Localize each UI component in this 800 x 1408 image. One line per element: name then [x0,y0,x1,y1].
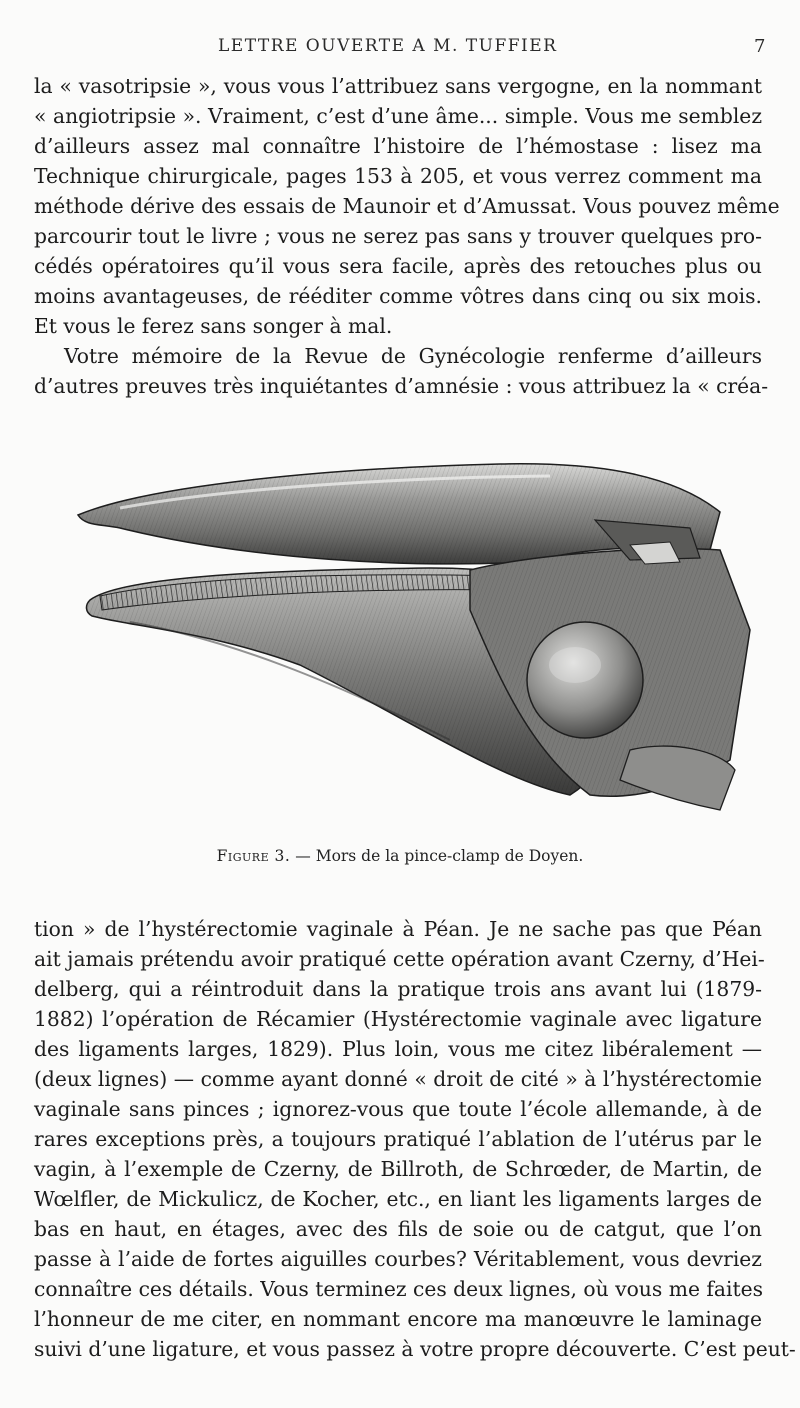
text-line: d’autres preuves très inquiétantes d’amnésie : vous attribuez la « créa- [34,374,769,398]
text-line: l’honneur de me citer, en nommant encore ma manœuvre le laminage [34,1307,762,1331]
text-line: connaître ces détails. Vous terminez ces deux lignes, où vous me faites [34,1277,764,1301]
figure-label: Figure 3. [216,847,291,865]
text-line: moins avantageuses, de rééditer comme vôtres dans cinq ou six mois. [34,284,762,308]
text-line: vaginale sans pinces ; ignorez-vous que toute l’école allemande, à de [34,1097,762,1121]
text-line: ait jamais prétendu avoir pratiqué cette opération avant Czerny, d’Hei- [34,947,765,971]
text-line: Votre mémoire de la Revue de Gynécologie renferme d’ailleurs [64,344,762,368]
figure-caption-text: — Mors de la pince-clamp de Doyen. [295,847,584,865]
text-line: méthode dérive des essais de Maunoir et d’Amussat. Vous pouvez même [34,194,780,218]
text-line: Et vous le ferez sans songer à mal. [34,314,393,338]
text-line: cédés opératoires qu’il vous sera facile, après des retouches plus ou [34,254,762,278]
text-line: passe à l’aide de fortes aiguilles courbes? Véritablement, vous devriez [34,1247,762,1271]
text-line: suivi d’une ligature, et vous passez à votre propre découverte. C’est peut- [34,1337,796,1361]
page-number: 7 [754,36,766,57]
text-line: tion » de l’hystérectomie vaginale à Péan. Je ne sache pas que Péan [34,917,762,941]
text-line: (deux lignes) — comme ayant donné « droit de cité » à l’hystérectomie [34,1067,762,1091]
text-line: des ligaments larges, 1829). Plus loin, vous me citez libéralement — [34,1037,762,1061]
text-line: vagin, à l’exemple de Czerny, de Billroth, de Schrœder, de Martin, de [34,1157,762,1181]
text-line: Wœlfler, de Mickulicz, de Kocher, etc., en liant les ligaments larges de [34,1187,762,1211]
text-line: d’ailleurs assez mal connaître l’histoire de l’hémostase : lisez ma [34,134,762,158]
text-line: rares exceptions près, a toujours pratiqué l’ablation de l’utérus par le [34,1127,762,1151]
text-line: 1882) l’opération de Récamier (Hystérectomie vaginale avec ligature [34,1007,762,1031]
paragraph-top [34,71,780,401]
text-line: parcourir tout le livre ; vous ne serez pas sans y trouver quelques pro- [34,224,762,248]
paragraph-bottom [34,914,796,1364]
clamp-jaws-illustration [30,450,770,830]
text-line: bas en haut, en étages, avec des fils de soie ou de catgut, que l’on [34,1217,762,1241]
clamp-jaws-engraving [30,450,770,830]
text-line: la « vasotripsie », vous vous l’attribuez sans vergogne, en la nommant [34,74,762,98]
page-header [0,36,800,60]
figure-caption [0,847,800,871]
text-line: « angiotripsie ». Vraiment, c’est d’une âme... simple. Vous me semblez [34,104,762,128]
text-line: delberg, qui a réintroduit dans la pratique trois ans avant lui (1879- [34,977,762,1001]
running-title: LETTRE OUVERTE A M. TUFFIER [218,36,558,56]
text-line: Technique chirurgicale, pages 153 à 205, et vous verrez comment ma [34,164,762,188]
